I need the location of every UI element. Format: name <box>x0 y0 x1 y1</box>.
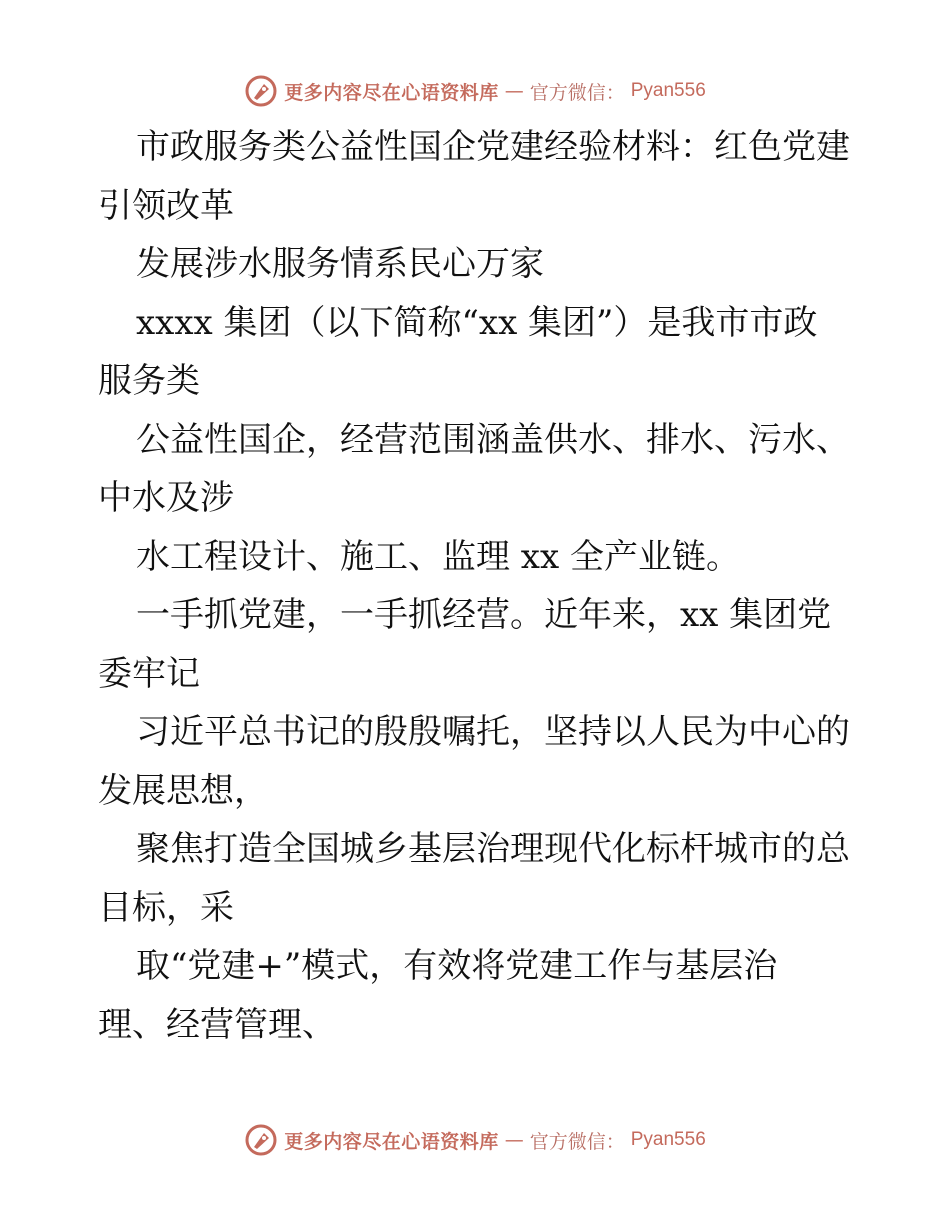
pen-nib-logo-icon <box>244 74 278 108</box>
paragraph-line: 引领改革 <box>98 185 234 226</box>
watermark-wechat-id: Pyan556 <box>630 1129 706 1150</box>
paragraph-line: 目标，采 <box>98 887 234 928</box>
paragraph-line: 发展涉水服务情系民心万家 <box>136 244 544 284</box>
paragraph-line: 市政服务类公益性国企党建经验材料：红色党建 <box>136 127 850 167</box>
watermark-site-text: 更多内容尽在心语资料库 <box>284 81 499 104</box>
watermark-wechat-label: 官方微信： <box>529 1130 625 1153</box>
footer-watermark <box>0 1120 950 1160</box>
paragraph-line: 取“党建+”模式，有效将党建工作与基层治 <box>136 946 778 986</box>
paragraph-line: 公益性国企，经营范围涵盖供水、排水、污水、 <box>136 419 850 460</box>
paragraph-line: 水工程设计、施工、监理 xx 全产业链。 <box>136 536 740 577</box>
paragraph-line: 中水及涉 <box>98 478 234 518</box>
paragraph-line: 一手抓党建，一手抓经营。近年来，xx 集团党 <box>136 595 832 635</box>
pen-nib-logo-icon <box>244 1123 278 1157</box>
watermark-dash: — <box>504 1129 524 1151</box>
paragraph-line: xxxx 集团（以下简称“xx 集团”）是我市市政 <box>136 302 818 343</box>
paragraph-line: 习近平总书记的殷殷嘱托，坚持以人民为中心的 <box>136 712 850 752</box>
watermark-wechat-label: 官方微信： <box>529 81 625 104</box>
watermark-wechat-id: Pyan556 <box>630 80 706 101</box>
paragraph-line: 服务类 <box>98 361 200 401</box>
header-watermark <box>0 71 950 111</box>
watermark-dash: — <box>504 80 524 102</box>
watermark-site-text: 更多内容尽在心语资料库 <box>284 1130 499 1153</box>
document-body <box>98 118 858 1054</box>
paragraph-line: 理、经营管理、 <box>98 1004 336 1045</box>
paragraph-line: 委牢记 <box>98 653 200 694</box>
paragraph-line: 聚焦打造全国城乡基层治理现代化标杆城市的总 <box>136 829 850 869</box>
paragraph-line: 发展思想， <box>98 770 268 811</box>
